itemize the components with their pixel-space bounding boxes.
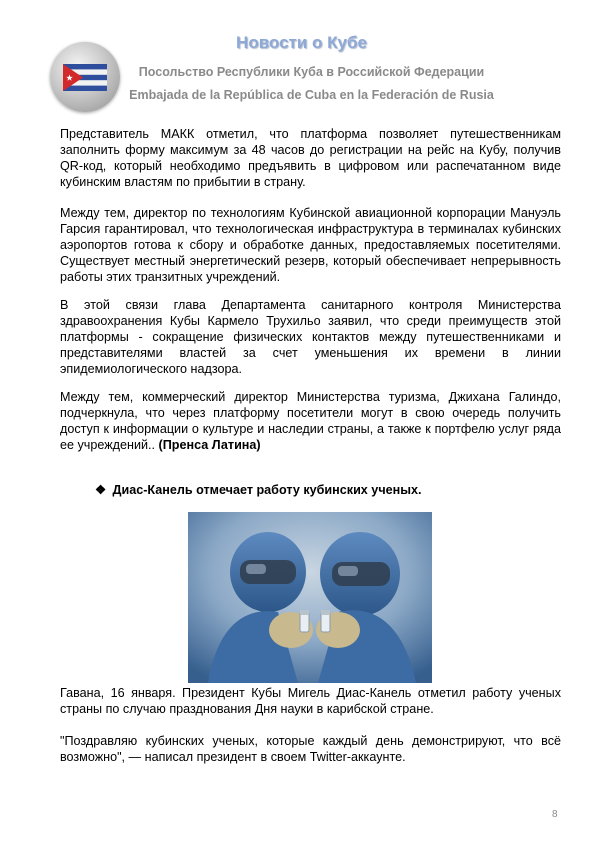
article-paragraph: "Поздравляю кубинских ученых, которые каждый день демонстрируют, что всё возможно", — написал президент в своем Twitter-аккаунте. (60, 734, 561, 764)
article-paragraph: Представитель МАКК отметил, что платформа позволяет путешественникам заполнить форму максимум за 48 часов до регистрации на рейс на Кубу, получив QR-код, который необходимо предъявить в цифровом или распечатанном виде кубинским властям по прибытии в страну. (60, 127, 561, 189)
article-paragraph (60, 389, 561, 453)
bullet-diamond-icon: ❖ (95, 483, 107, 497)
embassy-name-ru: Посольство Республики Куба в Российской Федерации (138, 65, 485, 79)
article-paragraph: Между тем, директор по технологиям Кубинской авиационной корпорации Мануэль Гарсия гарантировал, что технологическая инфраструктура в терминалах кубинских аэропортов готова к сбору и обработке данных, предоставляемых посетителями. Существует местный энергетический резерв, который обеспечивает непрерывность работы этих транзитных учреждений. (60, 206, 561, 284)
site-title: Новости о Кубе (236, 33, 367, 52)
paragraph-text: Между тем, коммерческий директор Министерства туризма, Джихана Галиндо, подчеркнула, что через платформу посетители могут в свою очередь получить доступ к информации о культуре и наследии страны, а также к портфелю услуг ряда ее учреждений.. (60, 390, 561, 452)
scientists-photo (188, 512, 432, 683)
article-heading (95, 482, 422, 497)
embassy-name-es: Embajada de la República de Cuba en la Federación de Rusia (129, 88, 494, 102)
page-header (0, 0, 603, 110)
article-paragraph: Гавана, 16 января. Президент Кубы Мигель Диас-Канель отметил работу ученых страны по случаю празднования Дня науки в карибской стране. (60, 686, 561, 716)
heading-text: Диас-Канель отмечает работу кубинских ученых. (112, 483, 422, 497)
page-number: 8 (552, 809, 558, 820)
news-source: (Пренса Латина) (158, 438, 261, 452)
article-paragraph: В этой связи глава Департамента санитарного контроля Министерства здравоохранения Кубы Кармело Трухильо заявил, что среди преимуществ этой платформы - сокращение физических контактов между путешественниками и представителями властей за счет уменьшения их времени в линии эпидемиологического надзора. (60, 298, 561, 376)
